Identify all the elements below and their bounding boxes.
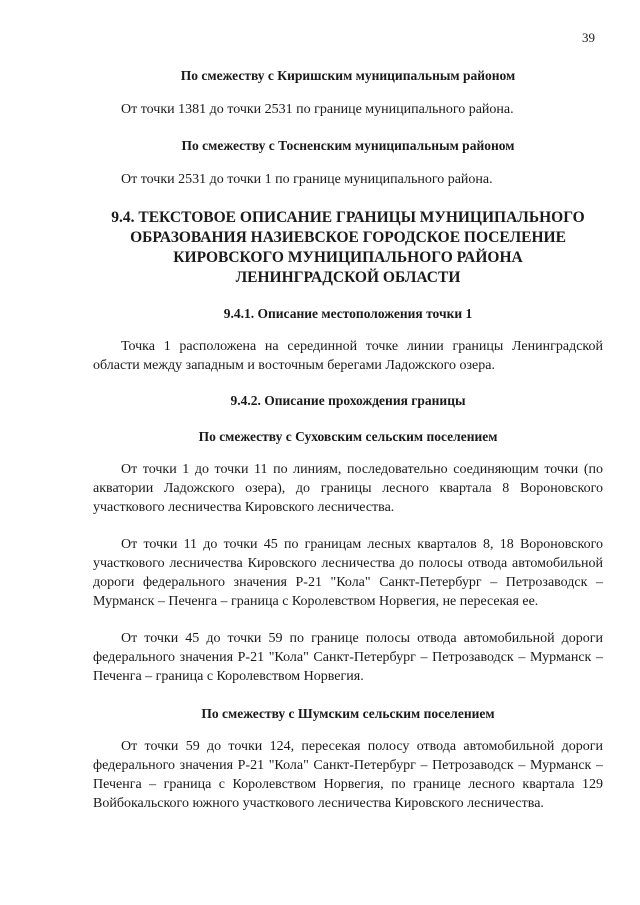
subheading-941: 9.4.1. Описание местоположения точки 1 [223,306,473,321]
para-point-1: Точка 1 расположена на серединной точке линии границы Ленинградской области между западным и восточным берегами Ладожского озера. [93,339,603,373]
section-title-line: КИРОВСКОГО МУНИЦИПАЛЬНОГО РАЙОНА [173,249,523,266]
heading-sukhovskoe: По смежеству с Суховским сельским поселением [198,429,498,444]
heading-tosno: По смежеству с Тосненским муниципальным районом [181,138,515,153]
section-title [93,208,603,288]
para-sukhovskoe-3: От точки 45 до точки 59 по границе полосы отвода автомобильной дороги федерального значения Р-21 "Кола" Санкт-Петербург – Петрозаводск – Мурманск – Печенга – граница с Королевством Норвегия. [93,631,603,684]
heading-kirishi: По смежеству с Киришским муниципальным районом [180,68,516,83]
section-title-line: ЛЕНИНГРАДСКОЙ ОБЛАСТИ [235,269,461,286]
para-sukhovskoe-1: От точки 1 до точки 11 по линиям, последовательно соединяющим точки (по акватории Ладожского озера), до границы лесного квартала 8 Вороновского участкового лесничества Кировского лесничества. [93,462,603,515]
para-tosno: От точки 2531 до точки 1 по границе муниципального района. [121,172,493,187]
para-sukhovskoe-2: От точки 11 до точки 45 по границам лесных кварталов 8, 18 Вороновского участкового лесничества Кировского лесничества до полосы отвода автомобильной дороги федерального значения Р-21 "Кола" Санкт-Петербург – Петрозаводск – Мурманск – Печенга – граница с Королевством Норвегия, не пересекая ее. [93,537,603,609]
subheading-942: 9.4.2. Описание прохождения границы [230,393,466,408]
section-title-line: ОБРАЗОВАНИЯ НАЗИЕВСКОЕ ГОРОДСКОЕ ПОСЕЛЕНИЕ [130,229,566,246]
page-number: 39 [582,30,595,45]
heading-shumskoe: По смежеству с Шумским сельским поселением [201,706,495,721]
document-body [93,66,603,813]
para-shumskoe: От точки 59 до точки 124, пересекая полосу отвода автомобильной дороги федерального значения Р-21 "Кола" Санкт-Петербург – Петрозаводск – Мурманск – Печенга – граница с Королевством Норвегия, по границе лесного квартала 129 Войбокальского южного участкового лесничества Кировского лесничества. [93,739,603,811]
section-title-line: 9.4. ТЕКСТОВОЕ ОПИСАНИЕ ГРАНИЦЫ МУНИЦИПАЛЬНОГО [111,209,585,226]
para-kirishi: От точки 1381 до точки 2531 по границе муниципального района. [121,102,514,117]
